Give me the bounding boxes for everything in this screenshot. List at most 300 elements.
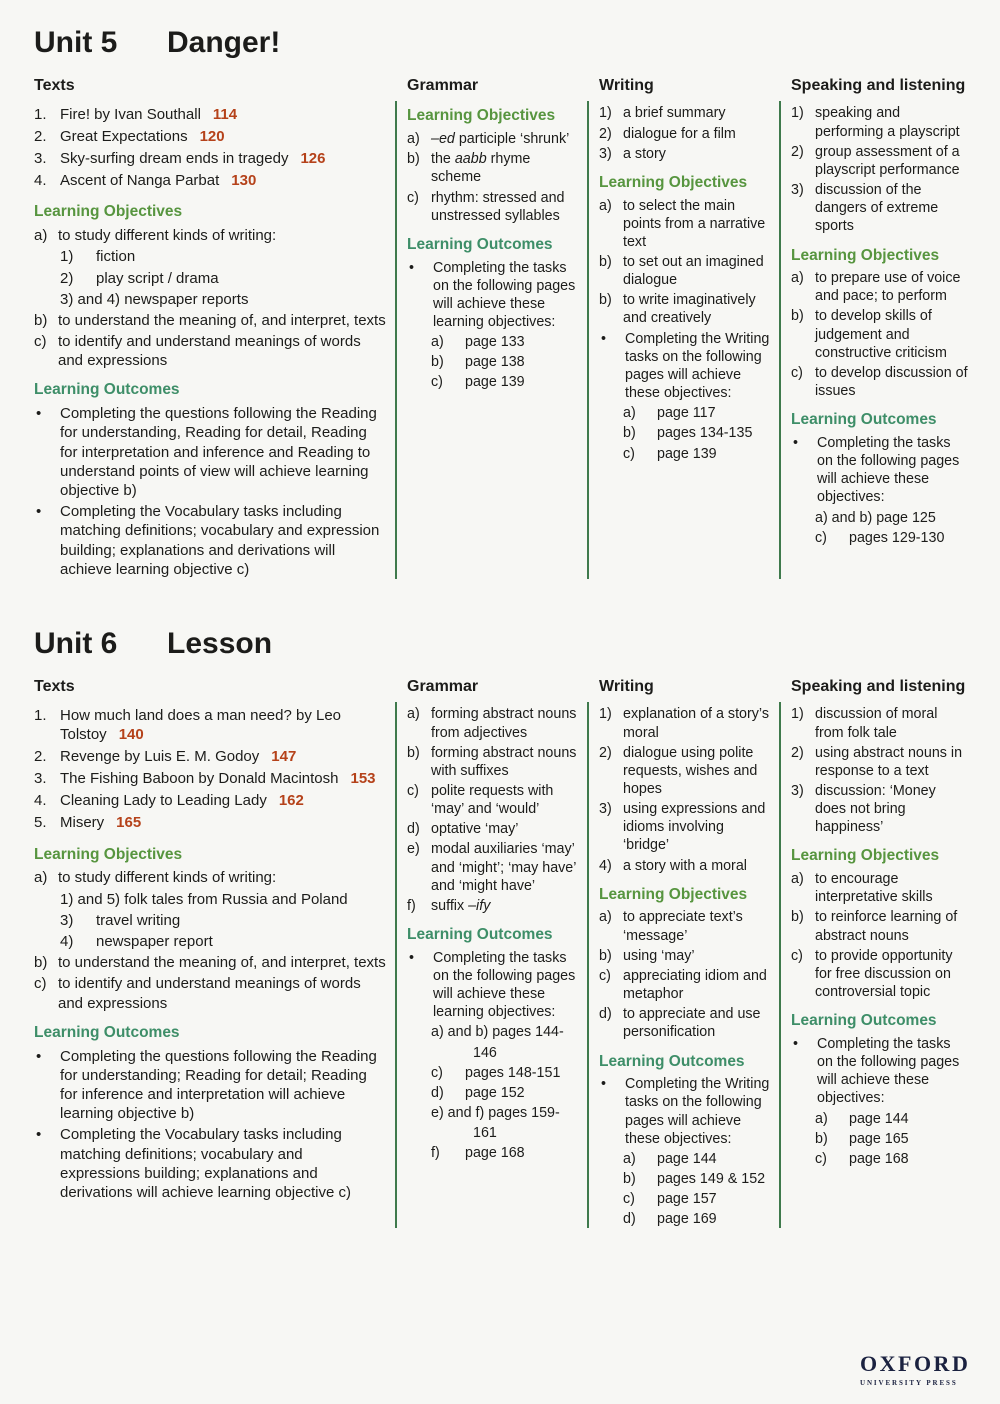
line-text: –ed participle ‘shrunk’ bbox=[431, 131, 570, 148]
column-heading: Grammar bbox=[407, 77, 479, 95]
line-text: appreciating idiom and metaphor bbox=[623, 967, 767, 1003]
line-label: a) bbox=[34, 227, 48, 245]
item-number: 2. bbox=[34, 127, 47, 145]
line-text: Learning Outcomes bbox=[791, 411, 937, 429]
item-number: 5. bbox=[34, 814, 47, 832]
line-label: c) bbox=[791, 947, 803, 964]
unit-section bbox=[34, 625, 972, 1231]
line-text: to write imaginatively and creatively bbox=[623, 292, 756, 327]
line-text: page 144 bbox=[657, 1150, 717, 1167]
line-label: 2) bbox=[791, 143, 804, 160]
line-text: to select the main points from a narrative text bbox=[623, 197, 766, 250]
text-list-item bbox=[34, 105, 386, 124]
content-line bbox=[599, 1170, 770, 1188]
line-text: to provide opportunity for free discussion on controversial topic bbox=[815, 947, 953, 1001]
line-text: to identify and understand meanings of words and expressions bbox=[58, 333, 361, 370]
content-line bbox=[791, 143, 968, 179]
line-label: a) bbox=[815, 1110, 828, 1127]
line-text: Completing the tasks on the following pages will achieve these objectives: bbox=[817, 1035, 960, 1107]
line-text: a brief summary bbox=[623, 105, 726, 122]
text-list-item bbox=[34, 813, 386, 832]
line-text: Learning Outcomes bbox=[34, 1023, 180, 1041]
line-label: • bbox=[409, 259, 415, 276]
line-text: rhythm: stressed and unstressed syllables bbox=[431, 189, 565, 224]
unit-header bbox=[34, 24, 972, 62]
item-number: 3. bbox=[34, 770, 47, 788]
texts-column bbox=[34, 675, 386, 1230]
line-label: 1) bbox=[599, 706, 612, 723]
content-line bbox=[407, 820, 578, 838]
line-text: to understand the meaning of, and interpret, texts bbox=[58, 311, 386, 329]
content-line bbox=[599, 1150, 770, 1168]
line-text: e) and f) pages 159- bbox=[431, 1105, 560, 1122]
line-text: dialogue for a film bbox=[623, 125, 736, 142]
line-text: forming abstract nouns with suffixes bbox=[431, 744, 577, 779]
item-title-wrap bbox=[60, 171, 386, 190]
line-text: to develop skills of judgement and constructive criticism bbox=[815, 308, 947, 361]
publisher-name: OXFORD bbox=[860, 1351, 971, 1376]
line-text: a) and b) pages 144- bbox=[431, 1024, 564, 1041]
line-text: to encourage interpretative skills bbox=[815, 871, 933, 906]
content-line bbox=[791, 246, 968, 266]
item-title: Cleaning Lady to Leading Lady bbox=[60, 792, 267, 810]
content-line bbox=[407, 1044, 578, 1062]
line-text: to prepare use of voice and pace; to perform bbox=[815, 270, 961, 305]
content-line bbox=[599, 404, 770, 422]
content-line bbox=[599, 1052, 770, 1072]
content-line bbox=[407, 1124, 578, 1142]
line-text: to study different kinds of writing: bbox=[58, 869, 277, 887]
line-text: Learning Outcomes bbox=[407, 235, 553, 253]
content-line bbox=[599, 197, 770, 251]
line-label: • bbox=[36, 405, 42, 423]
line-label: c) bbox=[791, 364, 803, 381]
line-label: 4) bbox=[60, 933, 74, 951]
content-line bbox=[407, 897, 578, 915]
line-label: 1) bbox=[791, 706, 804, 723]
column-heading: Grammar bbox=[407, 678, 479, 696]
content-line bbox=[599, 173, 770, 193]
content-line bbox=[599, 908, 770, 944]
content-line bbox=[791, 908, 968, 944]
content-line bbox=[791, 434, 968, 507]
text-list-item bbox=[34, 791, 386, 810]
line-text: to appreciate and use personification bbox=[623, 1006, 761, 1041]
line-label: b) bbox=[791, 909, 804, 926]
line-text: travel writing bbox=[96, 911, 181, 929]
line-text: Completing the tasks on the following pages will achieve these objectives: bbox=[817, 434, 960, 506]
line-text: Completing the questions following the Reading for understanding, Reading for detail, Reading for interpretation and inference and Reading to understand points of view will achieve learning objective b) bbox=[60, 405, 377, 500]
item-title: Fire! by Ivan Southall bbox=[60, 105, 201, 123]
line-label: d) bbox=[623, 1211, 636, 1228]
line-text: a story with a moral bbox=[623, 857, 747, 874]
text-list-item bbox=[34, 171, 386, 190]
line-text: pages 149 & 152 bbox=[657, 1171, 766, 1187]
content-line bbox=[34, 404, 386, 500]
content-line bbox=[599, 967, 770, 1003]
unit-title: Danger! bbox=[167, 26, 281, 59]
page-number: 165 bbox=[116, 814, 142, 832]
page-number: 126 bbox=[300, 149, 326, 167]
content-line bbox=[599, 330, 770, 403]
column-blocks bbox=[407, 106, 578, 391]
line-label: a) bbox=[791, 871, 804, 888]
content-line bbox=[791, 744, 968, 780]
unit-columns bbox=[34, 675, 972, 1230]
content-line bbox=[34, 502, 386, 579]
content-line bbox=[407, 333, 578, 351]
line-text: a story bbox=[623, 145, 666, 162]
line-text: to appreciate text’s ‘message’ bbox=[623, 909, 743, 944]
content-line bbox=[407, 1064, 578, 1082]
content-line bbox=[599, 857, 770, 875]
item-title-wrap bbox=[60, 747, 386, 766]
line-text: page 138 bbox=[465, 354, 525, 371]
line-text: forming abstract nouns from adjectives bbox=[431, 706, 577, 741]
content-line bbox=[34, 932, 386, 951]
item-number: 3. bbox=[34, 149, 47, 167]
line-label: 3) bbox=[791, 182, 804, 199]
line-text: Completing the Vocabulary tasks including matching definitions; vocabulary and expression building; explanations and derivations will achieve learning objective c) bbox=[60, 503, 380, 578]
line-label: 1) bbox=[60, 248, 74, 266]
line-text: Completing the questions following the Reading for understanding; Reading for detail; Reading for inference and interpretation will achieve learning objective b) bbox=[60, 1047, 377, 1123]
line-label: • bbox=[793, 434, 799, 451]
line-text: Learning Objectives bbox=[791, 847, 940, 865]
line-label: 4) bbox=[599, 857, 612, 874]
content-line bbox=[34, 1125, 386, 1202]
line-text: to set out an imagined dialogue bbox=[623, 254, 764, 289]
content-line bbox=[407, 705, 578, 741]
content-line bbox=[599, 125, 770, 143]
item-title-wrap bbox=[60, 149, 386, 168]
line-text: polite requests with ‘may’ and ‘would’ bbox=[431, 783, 554, 818]
line-label: 3) bbox=[599, 145, 612, 162]
line-text: discussion of moral from folk tale bbox=[815, 706, 938, 741]
line-label: b) bbox=[791, 308, 804, 325]
item-number: 1. bbox=[34, 706, 47, 724]
content-line bbox=[407, 106, 578, 126]
content-line bbox=[34, 845, 386, 865]
content-line bbox=[791, 870, 968, 906]
item-title: Ascent of Nanga Parbat bbox=[60, 172, 220, 190]
line-label: f) bbox=[407, 897, 416, 914]
content-line bbox=[34, 868, 386, 887]
line-label: 3) bbox=[599, 801, 612, 818]
column-blocks bbox=[599, 104, 770, 462]
publisher-logo bbox=[860, 1350, 970, 1388]
content-line bbox=[34, 311, 386, 330]
line-text: Completing the tasks on the following pages will achieve these learning objectives: bbox=[433, 259, 576, 330]
line-label: c) bbox=[407, 189, 419, 206]
line-text: using ‘may’ bbox=[623, 947, 695, 964]
line-text: using expressions and idioms involving ‘bridge’ bbox=[623, 801, 766, 854]
item-title: The Fishing Baboon by Donald Macintosh bbox=[60, 770, 339, 788]
line-label: • bbox=[36, 1126, 42, 1144]
line-label: b) bbox=[431, 354, 444, 371]
line-text: Learning Objectives bbox=[407, 107, 556, 125]
content-line bbox=[599, 445, 770, 463]
line-text: Completing the Vocabulary tasks including matching definitions; vocabulary and expressions building; explanations and derivations will achieve learning objective c) bbox=[60, 1126, 351, 1201]
line-text: page 117 bbox=[657, 405, 716, 422]
page-number: 130 bbox=[231, 172, 257, 190]
line-text: to understand the meaning of, and interpret, texts bbox=[58, 954, 386, 972]
content-line bbox=[791, 104, 968, 140]
column-blocks bbox=[791, 104, 968, 546]
text-list-item bbox=[34, 149, 386, 168]
texts-list bbox=[34, 706, 386, 833]
content-line bbox=[34, 890, 386, 909]
skill-column bbox=[398, 74, 578, 581]
line-label: • bbox=[601, 1076, 607, 1093]
item-title-wrap bbox=[60, 813, 386, 832]
item-number: 4. bbox=[34, 792, 47, 810]
skill-column bbox=[782, 675, 968, 1230]
item-title: Misery bbox=[60, 814, 105, 832]
content-line bbox=[791, 509, 968, 527]
page-number: 153 bbox=[350, 770, 376, 788]
line-text: Learning Outcomes bbox=[407, 926, 553, 944]
line-label: • bbox=[36, 503, 42, 521]
content-line bbox=[599, 104, 770, 122]
line-text: page 165 bbox=[849, 1130, 909, 1147]
content-line bbox=[407, 1023, 578, 1041]
line-text: 1) and 5) folk tales from Russia and Poland bbox=[60, 890, 348, 908]
content-line bbox=[791, 181, 968, 235]
unit-section bbox=[34, 24, 972, 581]
line-text: Learning Outcomes bbox=[791, 1012, 937, 1030]
page-number: 120 bbox=[199, 127, 225, 145]
content-line bbox=[599, 1075, 770, 1148]
line-text: explanation of a story’s moral bbox=[623, 706, 769, 741]
unit-label: Unit 6 bbox=[34, 626, 118, 660]
content-line bbox=[407, 925, 578, 945]
line-label: a) bbox=[34, 869, 48, 887]
text-list-item bbox=[34, 127, 386, 146]
content-line bbox=[599, 947, 770, 965]
content-line bbox=[34, 380, 386, 400]
text-list-item bbox=[34, 769, 386, 788]
content-line bbox=[599, 1190, 770, 1208]
line-text: page 152 bbox=[465, 1084, 525, 1101]
publisher-imprint: UNIVERSITY PRESS bbox=[860, 1378, 958, 1387]
texts-blocks bbox=[34, 845, 386, 1202]
line-text: a) and b) page 125 bbox=[815, 509, 936, 526]
column-heading: Writing bbox=[599, 678, 654, 696]
unit-label: Unit 5 bbox=[34, 26, 118, 59]
content-line bbox=[791, 269, 968, 305]
content-line bbox=[34, 290, 386, 309]
line-text: 146 bbox=[473, 1044, 497, 1061]
line-text: Completing the tasks on the following pages will achieve these learning objectives: bbox=[433, 949, 576, 1021]
texts-list bbox=[34, 105, 386, 191]
content-line bbox=[791, 1150, 968, 1168]
text-list-item bbox=[34, 706, 386, 744]
content-line bbox=[407, 259, 578, 332]
item-title: Sky-surfing dream ends in tragedy bbox=[60, 149, 289, 167]
line-label: a) bbox=[599, 197, 612, 214]
line-label: c) bbox=[407, 783, 419, 799]
line-label: b) bbox=[599, 292, 612, 309]
item-number: 2. bbox=[34, 747, 47, 765]
line-text: the aabb rhyme scheme bbox=[431, 151, 531, 186]
line-text: to identify and understand meanings of words and expressions bbox=[58, 975, 361, 1012]
line-label: 1) bbox=[791, 105, 804, 122]
content-line bbox=[34, 332, 386, 370]
page-number: 114 bbox=[212, 105, 238, 123]
line-text: Learning Outcomes bbox=[599, 1052, 745, 1070]
content-line bbox=[791, 1035, 968, 1108]
text-list-item bbox=[34, 747, 386, 766]
line-text: Completing the Writing tasks on the following pages will achieve these objectives: bbox=[625, 330, 770, 402]
line-label: 2) bbox=[599, 744, 612, 761]
line-text: Learning Objectives bbox=[34, 845, 183, 863]
content-line bbox=[599, 1005, 770, 1041]
line-text: Learning Objectives bbox=[599, 173, 748, 191]
content-line bbox=[791, 1130, 968, 1148]
line-text: suffix –ify bbox=[431, 897, 491, 914]
line-text: page 133 bbox=[465, 334, 525, 351]
content-line bbox=[599, 145, 770, 163]
item-title-wrap bbox=[60, 105, 386, 124]
item-number: 1. bbox=[34, 105, 47, 123]
line-label: a) bbox=[623, 1150, 636, 1167]
line-text: page 144 bbox=[849, 1110, 909, 1127]
line-label: a) bbox=[623, 405, 636, 422]
content-line bbox=[599, 253, 770, 289]
line-text: Completing the Writing tasks on the following pages will achieve these objectives: bbox=[625, 1076, 770, 1147]
line-text: group assessment of a playscript performance bbox=[815, 143, 960, 178]
line-text: to study different kinds of writing: bbox=[58, 227, 277, 245]
content-line bbox=[599, 885, 770, 905]
line-text: using abstract nouns in response to a text bbox=[815, 744, 963, 779]
unit-columns bbox=[34, 74, 972, 581]
column-heading: Texts bbox=[34, 678, 75, 696]
line-text: modal auxiliaries ‘may’ and ‘might’; ‘may have’ and ‘might have’ bbox=[431, 841, 576, 894]
line-text: optative ‘may’ bbox=[431, 821, 519, 838]
content-line bbox=[599, 424, 770, 442]
line-label: b) bbox=[623, 1171, 636, 1187]
line-text: page 139 bbox=[465, 374, 525, 391]
line-text: Learning Objectives bbox=[599, 885, 748, 903]
content-line bbox=[34, 1047, 386, 1124]
line-label: • bbox=[36, 1047, 42, 1065]
item-title-wrap bbox=[60, 791, 386, 810]
content-line bbox=[791, 364, 968, 400]
content-line bbox=[407, 1104, 578, 1122]
line-label: d) bbox=[599, 1006, 612, 1023]
item-title-wrap bbox=[60, 127, 386, 146]
line-text: Learning Outcomes bbox=[34, 381, 180, 399]
skill-column bbox=[398, 675, 578, 1230]
line-label: c) bbox=[815, 1150, 827, 1167]
content-line bbox=[791, 846, 968, 866]
column-heading: Speaking and listening bbox=[791, 678, 966, 696]
line-text: page 157 bbox=[657, 1191, 717, 1208]
content-line bbox=[407, 1084, 578, 1102]
line-text: page 168 bbox=[849, 1150, 909, 1167]
content-line bbox=[34, 247, 386, 266]
column-blocks bbox=[407, 705, 578, 1162]
item-number: 4. bbox=[34, 172, 47, 190]
line-label: b) bbox=[599, 947, 612, 964]
content-line bbox=[34, 911, 386, 930]
page-number: 140 bbox=[118, 725, 144, 743]
column-blocks bbox=[791, 705, 968, 1168]
texts-column bbox=[34, 74, 386, 581]
skill-column bbox=[782, 74, 968, 581]
line-text: page 168 bbox=[465, 1145, 525, 1162]
content-line bbox=[34, 1023, 386, 1043]
line-label: • bbox=[601, 330, 607, 347]
line-label: a) bbox=[431, 334, 444, 351]
line-text: page 139 bbox=[657, 445, 717, 462]
content-line bbox=[407, 235, 578, 255]
line-label: 1) bbox=[599, 105, 612, 122]
content-line bbox=[407, 130, 578, 148]
content-line bbox=[791, 1011, 968, 1031]
line-label: b) bbox=[599, 254, 612, 271]
item-title: How much land does a man need? by Leo Tolstoy bbox=[60, 706, 342, 743]
line-label: b) bbox=[407, 744, 420, 761]
line-label: • bbox=[793, 1035, 799, 1052]
content-line bbox=[599, 800, 770, 854]
content-line bbox=[599, 291, 770, 327]
line-text: pages 148-151 bbox=[465, 1064, 561, 1081]
line-text: pages 134-135 bbox=[657, 425, 753, 442]
content-line bbox=[34, 202, 386, 222]
line-label: • bbox=[409, 949, 415, 966]
column-heading: Writing bbox=[599, 77, 654, 95]
line-label: c) bbox=[623, 1191, 635, 1208]
page-number: 147 bbox=[271, 747, 297, 765]
content-line bbox=[407, 150, 578, 186]
content-line bbox=[791, 410, 968, 430]
line-text: to reinforce learning of abstract nouns bbox=[815, 909, 958, 944]
skill-column bbox=[590, 74, 770, 581]
line-text: 161 bbox=[473, 1125, 497, 1142]
line-text: play script / drama bbox=[96, 269, 219, 287]
line-text: Learning Objectives bbox=[791, 246, 940, 264]
line-label: b) bbox=[623, 425, 636, 442]
line-label: 3) bbox=[791, 783, 804, 799]
content-line bbox=[407, 189, 578, 225]
line-label: e) bbox=[407, 841, 420, 858]
line-label: c) bbox=[431, 1064, 443, 1081]
line-label: b) bbox=[34, 311, 48, 329]
content-line bbox=[791, 307, 968, 361]
content-line bbox=[34, 974, 386, 1012]
content-line bbox=[407, 744, 578, 780]
unit-header bbox=[34, 625, 972, 663]
line-label: c) bbox=[34, 333, 47, 351]
item-title: Revenge by Luis E. M. Godoy bbox=[60, 747, 260, 765]
skill-column bbox=[590, 675, 770, 1230]
line-text: dialogue using polite requests, wishes and hopes bbox=[623, 744, 758, 797]
content-line bbox=[791, 705, 968, 741]
content-line bbox=[407, 840, 578, 894]
line-label: b) bbox=[34, 954, 48, 972]
line-label: a) bbox=[791, 270, 804, 287]
line-label: b) bbox=[815, 1130, 828, 1147]
line-label: d) bbox=[407, 821, 420, 838]
content-line bbox=[34, 269, 386, 288]
content-line bbox=[791, 782, 968, 836]
content-line bbox=[34, 953, 386, 972]
content-line bbox=[407, 1144, 578, 1162]
content-line bbox=[791, 1110, 968, 1128]
content-line bbox=[407, 949, 578, 1022]
content-line bbox=[599, 744, 770, 798]
